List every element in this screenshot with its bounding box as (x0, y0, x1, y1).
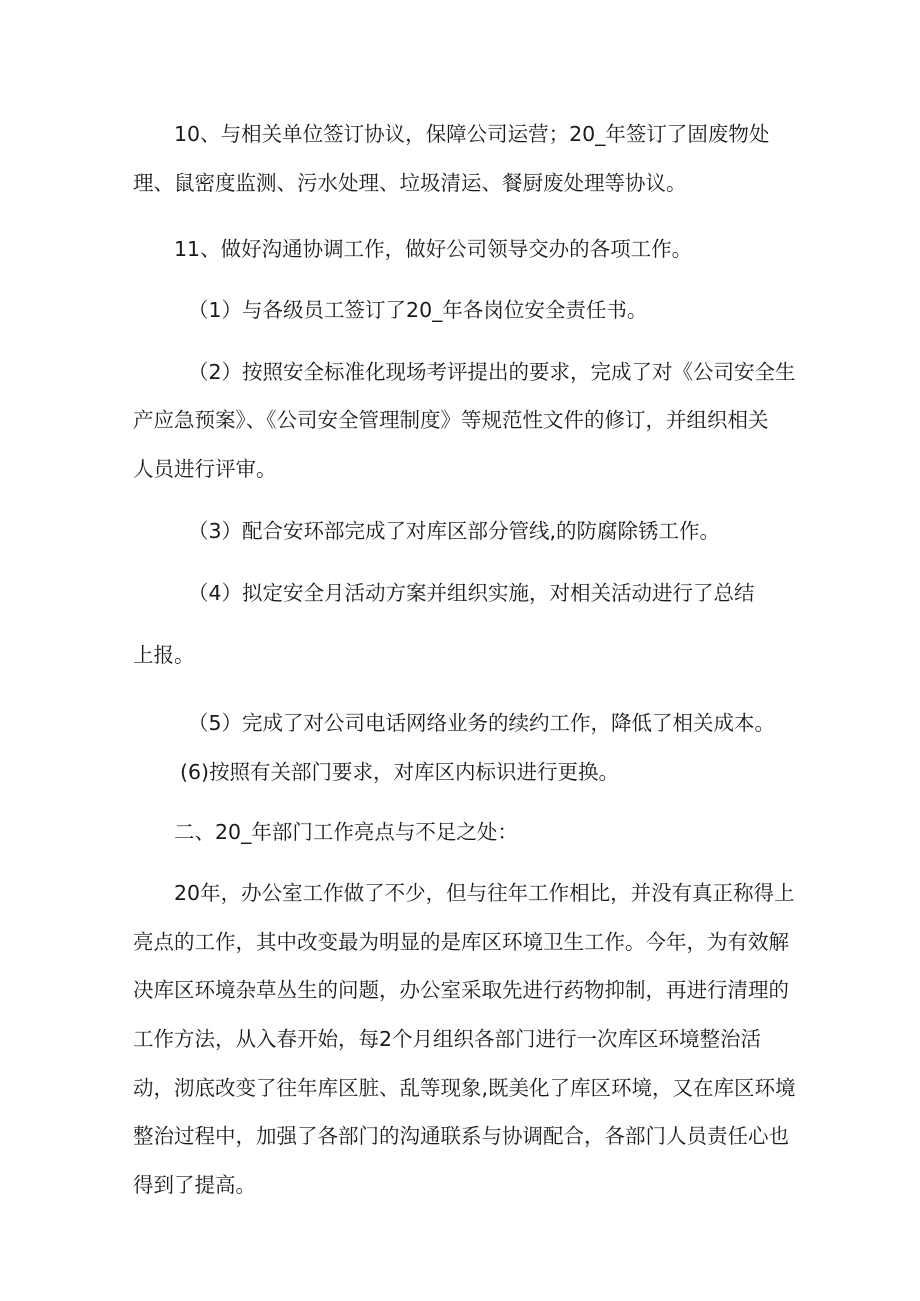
subitem-2-line-2: 产应急预案》、《公司安全管理制度》等规范性文件的修订，并组织相关 (133, 408, 769, 432)
item-11-heading: 11、做好沟通协调工作，做好公司领导交办的各项工作。 (174, 237, 693, 261)
item-10-line-1: 10、与相关单位签订协议，保障公司运营；20_年签订了固废物处 (174, 122, 770, 146)
subitem-5: （5）完成了对公司电话网络业务的续约工作，降低了相关成本。 (188, 711, 776, 735)
subitem-6: (6)按照有关部门要求，对库区内标识进行更换。 (180, 760, 620, 784)
body-paragraph-line-4: 工作方法，从入春开始，每2个月组织各部门进行一次库区环境整治活 (133, 1027, 762, 1051)
body-paragraph-line-5: 动，沏底改变了往年库区脏、乱等现象,既美化了库区环境，又在库区环境 (133, 1076, 796, 1100)
subitem-3: （3）配合安环部完成了对库区部分管线,的防腐除锈工作。 (188, 519, 721, 543)
body-paragraph-line-1: 20年，办公室工作做了不少，但与往年工作相比，并没有真正称得上 (174, 881, 795, 905)
subitem-2-line-1: （2）按照安全标准化现场考评提出的要求，完成了对《公司安全生 (188, 360, 796, 384)
body-paragraph-line-3: 决库区环境杂草丛生的问题，办公室采取先进行药物抑制，再进行清理的 (133, 978, 789, 1002)
body-paragraph-line-6: 整治过程中，加强了各部门的沟通联系与协调配合，各部门人员责任心也 (133, 1124, 789, 1148)
subitem-2-line-3: 人员进行评审。 (133, 457, 277, 481)
subitem-1: （1）与各级员工签订了20_年各岗位安全责任书。 (188, 298, 648, 322)
subitem-4-line-2: 上报。 (133, 643, 195, 667)
body-paragraph-line-2: 亮点的工作，其中改变最为明显的是库区环境卫生工作。今年，为有效解 (133, 930, 789, 954)
item-10-line-2: 理、鼠密度监测、污水处理、垃圾清运、餐厨废处理等协议。 (133, 171, 687, 195)
section-2-heading: 二、20_年部门工作亮点与不足之处： (174, 820, 518, 844)
body-paragraph-line-7: 得到了提高。 (133, 1173, 256, 1197)
subitem-4-line-1: （4）拟定安全月活动方案并组织实施，对相关活动进行了总结 (188, 581, 755, 605)
